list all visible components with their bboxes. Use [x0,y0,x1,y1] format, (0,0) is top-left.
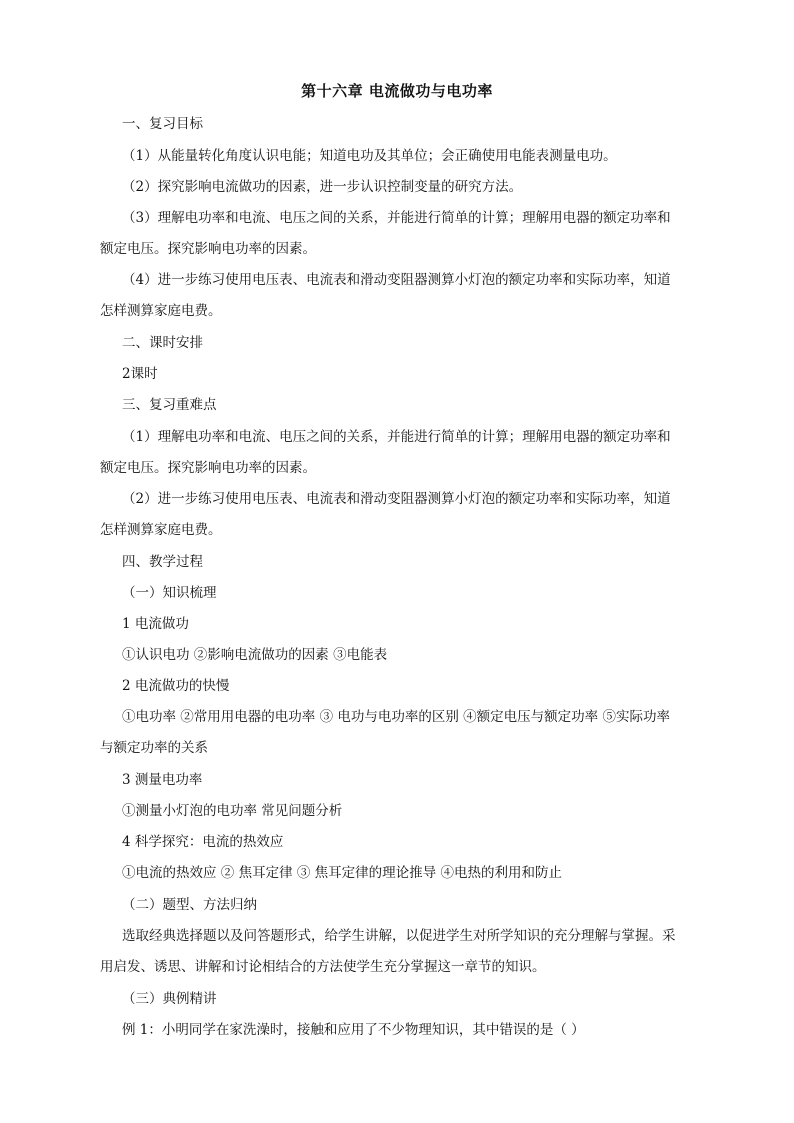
section-heading: 二、课时安排 [122,335,203,351]
subsection-heading: （一）知识梳理 [122,585,217,601]
paragraph-line: （3）理解电功率和电流、电压之间的关系，并能进行简单的计算；理解用电器的额定功率和 [122,210,671,226]
paragraph-line: （2）进一步练习使用电压表、电流表和滑动变阻器测算小灯泡的额定功率和实际功率，知道 [122,491,671,507]
paragraph-line: 怎样测算家庭电费。 [100,522,222,538]
paragraph-line: （2）探究影响电流做功的因素，进一步认识控制变量的研究方法。 [122,179,523,195]
paragraph-line: （1）理解电功率和电流、电压之间的关系，并能进行简单的计算；理解用电器的额定功率和 [122,429,671,445]
topic-heading: 1 电流做功 [122,616,189,632]
topic-heading: 3 测量电功率 [122,772,203,788]
paragraph-line: （4）进一步练习使用电压表、电流表和滑动变阻器测算小灯泡的额定功率和实际功率，知道 [122,272,671,288]
chapter-title: 第十六章 电流做功与电功率 [301,82,493,100]
topic-items: 与额定功率的关系 [100,740,208,756]
subsection-heading: （三）典例精讲 [122,991,217,1007]
section-heading: 三、复习重难点 [122,397,217,413]
section-heading: 四、教学过程 [122,554,203,570]
paragraph-line: 额定电压。探究影响电功率的因素。 [100,241,316,257]
example-question: 例 1：小明同学在家洗澡时，接触和应用了不少物理知识，其中错误的是（ ） [122,1022,585,1038]
paragraph-line: 额定电压。探究影响电功率的因素。 [100,460,316,476]
paragraph-line: 2课时 [122,366,158,382]
paragraph-line: 怎样测算家庭电费。 [100,303,222,319]
subsection-heading: （二）题型、方法归纳 [122,897,257,913]
topic-items: ①测量小灯泡的电功率 常见问题分析 [122,803,343,819]
paragraph-line: 用启发、诱思、讲解和讨论相结合的方法使学生充分掌握这一章节的知识。 [100,959,546,975]
topic-items: ①电功率 ②常用用电器的电功率 ③ 电功与电功率的区别 ④额定电压与额定功率 ⑤实际功率 [122,709,670,725]
topic-heading: 2 电流做功的快慢 [122,678,230,694]
topic-items: ①电流的热效应 ② 焦耳定律 ③ 焦耳定律的理论推导 ④电热的利用和防止 [122,865,562,881]
section-heading: 一、复习目标 [122,116,203,132]
paragraph-line: （1）从能量转化角度认识电能；知道电功及其单位；会正确使用电能表测量电功。 [122,148,617,164]
topic-heading: 4 科学探究：电流的热效应 [122,834,284,850]
paragraph-line: 选取经典选择题以及问答题形式，给学生讲解，以促进学生对所学知识的充分理解与掌握。采 [122,928,676,944]
topic-items: ①认识电功 ②影响电流做功的因素 ③电能表 [122,647,388,663]
